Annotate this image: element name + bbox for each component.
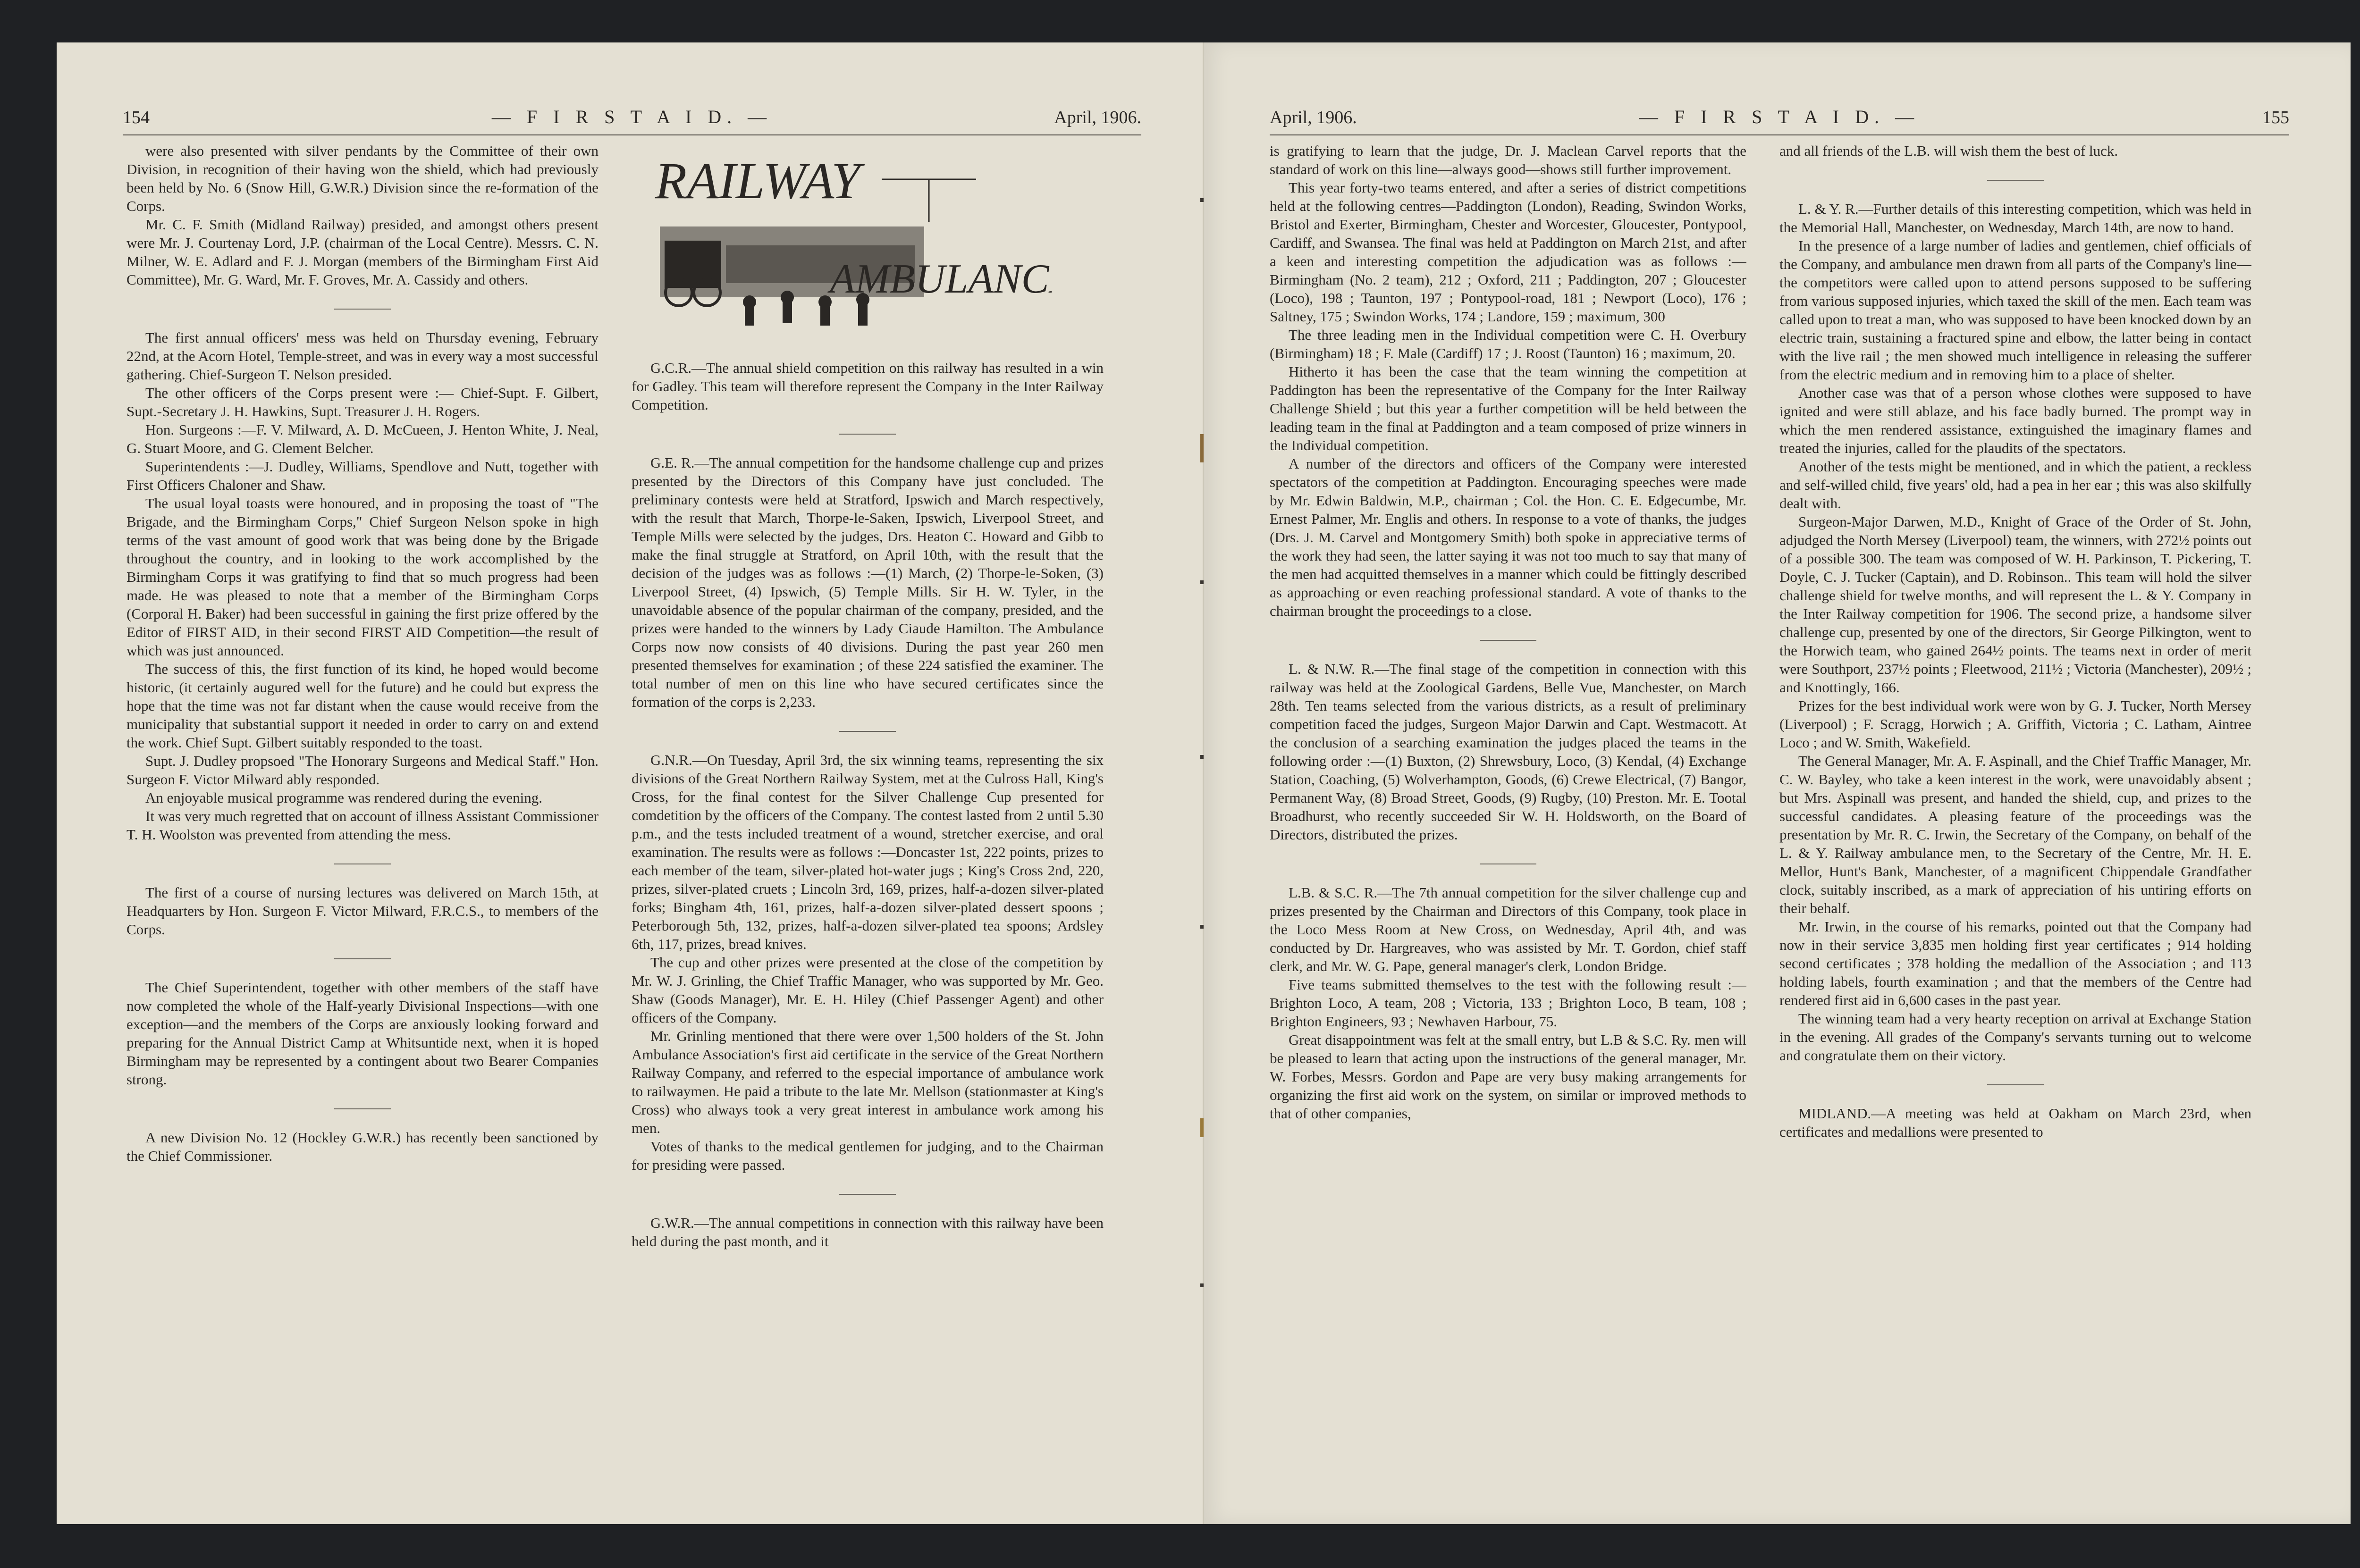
section-divider bbox=[1987, 1084, 2044, 1085]
left-column-2 bbox=[632, 142, 1104, 1501]
article-paragraph: Prizes for the best individual work were won by G. J. Tucker, North Mersey (Liverpool) ; F. Scragg, Horwich ; A. Griffith, Victoria ; C. Latham, Aintree Loco ; and W. Smith, Wakefield. bbox=[1779, 697, 2251, 751]
article-paragraph: Supt. J. Dudley propsoed "The Honorary Surgeons and Medical Staff." Hon. Surgeon F. Victor Milward ably responded. bbox=[126, 753, 598, 788]
article-paragraph: It was very much regretted that on account of illness Assistant Commissioner T. H. Woolston was prevented from attending the mess. bbox=[126, 808, 598, 843]
right-page-header bbox=[1270, 92, 2289, 135]
section-divider bbox=[839, 434, 896, 435]
page-number: 155 bbox=[2262, 108, 2289, 127]
masthead-word-railway: RAILWAY bbox=[655, 152, 860, 210]
article-paragraph: Votes of thanks to the medical gentlemen for judging, and to the Chairman for presiding were passed. bbox=[632, 1138, 1104, 1173]
article-paragraph: An enjoyable musical programme was rendered during the evening. bbox=[145, 789, 543, 806]
article-paragraph: The first of a course of nursing lectures was delivered on March 15th, at Headquarters by Hon. Surgeon F. Victor Milward, F.R.C.S., to members of the Corps. bbox=[126, 884, 598, 938]
article-paragraph: is gratifying to learn that the judge, Dr. J. Maclean Carvel reports that the standard of work on this line—always good—shows still further improvement. bbox=[1270, 143, 1746, 177]
article-paragraph: Hitherto it has been the case that the team winning the competition at Paddington has been the representative of the Company for the Inter Railway Challenge Shield ; but this year a further competition will be held between the leading team in the final at Paddington and a team composed of prize winners in the Individual competition. bbox=[1270, 363, 1746, 453]
article-paragraph: Hon. Surgeons :—F. V. Milward, A. D. McCueen, J. Henton White, J. Neal, G. Stuart Moore, and G. Clement Belcher. bbox=[126, 421, 598, 456]
masthead-illustration bbox=[646, 151, 1052, 340]
section-divider bbox=[839, 1194, 896, 1195]
article-paragraph: The success of this, the first function of its kind, he hoped would become historic, (it certainly augured well for the future) and he could but express the hope that the time was not far distant when the cause would receive from the municipality that substantial support it needed in order to carry on and extend the work. Chief Supt. Gilbert suitably responded to the toast. bbox=[126, 661, 598, 751]
magazine-spread bbox=[57, 42, 2351, 1524]
left-page-header bbox=[123, 92, 1141, 135]
article-paragraph: The first annual officers' mess was held on Thursday evening, February 22nd, at the Acorn Hotel, Temple-street, and was in every way a most successful gathering. Chief-Surgeon T. Nelson presided. bbox=[126, 329, 598, 383]
left-column-1 bbox=[126, 142, 598, 1501]
article-paragraph: L. & Y. R.—Further details of this interesting competition, which was held in the Memorial Hall, Manchester, on Wednesday, March 14th, are now to hand. bbox=[1779, 201, 2251, 235]
article-paragraph: The General Manager, Mr. A. F. Aspinall, and the Chief Traffic Manager, Mr. C. W. Bayley, who take a keen interest in the work, were unavoidably absent ; but Mrs. Aspinall was present, and handed the shield, cup, and prizes to the successful candidates. A pleasing feature of the proceedings was the presentation by Mr. R. C. Irwin, the Secretary of the Company, on behalf of the L. & Y. Railway ambulance men, to the Secretary of the Centre, Mr. H. E. Mellor, Hunt's Bank, Manchester, of a magnificent Chippendale Grandfather clock, suitably inscribed, as a mark of appreciation of his untiring efforts on their behalf. bbox=[1779, 753, 2251, 916]
article-paragraph: and all friends of the L.B. will wish them the best of luck. bbox=[1779, 143, 2118, 159]
issue-date: April, 1906. bbox=[1054, 108, 1141, 127]
article-paragraph: Another case was that of a person whose clothes were supposed to have ignited and were still ablaze, and his face badly burned. The prompt way in which the men rendered assistance, extinguished the imaginary flames and treated the injuries, called for the plaudits of the spectators. bbox=[1779, 385, 2251, 456]
section-divider bbox=[839, 731, 896, 732]
masthead-word-ambulance: AMBULANCE bbox=[830, 256, 1052, 302]
section-divider bbox=[334, 958, 391, 959]
article-paragraph: A number of the directors and officers of the Company were interested spectators of the competition at Paddington. Encouraging speeches were made by Mr. Edwin Baldwin, M.P., chairman ; Col. the Hon. C. E. Edgecumbe, Mr. Ernest Palmer, Mr. Englis and others. In response to a vote of thanks, the judges (Drs. J. M. Carvel and Montgomery Smith) both spoke in appreciative terms of the work they had seen, the latter saying it was not too much to say that many of the men had acquitted themselves in a manner which could be fittingly described as approaching or even reaching professional standard. A vote of thanks to the chairman brought the proceedings to a close. bbox=[1270, 455, 1746, 619]
article-paragraph: L. & N.W. R.—The final stage of the competition in connection with this railway was held at the Zoological Gardens, Belle Vue, Manchester, on March 28th. Ten teams selected from the various districts, as a result of preliminary competition faced the judges, Surgeon Major Darwin and Capt. Westmacott. At the conclusion of a searching examination the judges placed the teams in the following order :—(1) Buxton, (2) Shrewsbury, Loco, (3) Kendal, (4) Exchange Station, Coaching, (5) Wolverhampton, Goods, (6) Crewe Electrical, (7) Bangor, Permanent Way, (8) Broad Street, Goods, (9) Rugby, (10) Preston. Mr. E. Tootal Broadhurst, who recently succeeded Sir W. H. Holdsworth, on the Board of Directors, distributed the prizes. bbox=[1270, 661, 1746, 843]
article-paragraph: Superintendents :—J. Dudley, Williams, Spendlove and Nutt, together with First Officers Chaloner and Shaw. bbox=[126, 458, 598, 493]
article-paragraph: Another of the tests might be mentioned, and in which the patient, a reckless and self-willed child, five years' old, had a pea in her ear ; this was also skilfully dealt with. bbox=[1779, 458, 2251, 511]
left-column-2-text bbox=[632, 359, 1104, 1250]
article-paragraph: were also presented with silver pendants by the Committee of their own Division, in recognition of their having won the shield, which had previously been held by No. 6 (Snow Hill, G.W.R.) Division since the re-formation of the Corps. bbox=[126, 143, 598, 214]
article-paragraph: The three leading men in the Individual competition were C. H. Overbury (Birmingham) 18 ; F. Male (Cardiff) 17 ; J. Roost (Taunton) 16 ; maximum, 20. bbox=[1270, 327, 1746, 361]
article-paragraph: This year forty-two teams entered, and after a series of district competitions held at the following centres—Paddington (London), Reading, Swindon Works, Bristol and Exerter, Birmingham, Chester and Worcester, Gloucester, Pontypool, Cardiff, and Swansea. The final was held at Paddington on March 21st, and after a keen and interesting competition the adjudication was as follows :—Birmingham (No. 2 team), 212 ; Oxford, 211 ; Paddington, 207 ; Gloucester (Loco), 198 ; Taunton, 197 ; Pontypool-road, 181 ; Newport (Loco), 176 ; Saltney, 175 ; Swindon Works, 174 ; Landore, 159 ; maximum, 300 bbox=[1270, 179, 1746, 325]
section-divider bbox=[1480, 640, 1536, 641]
article-paragraph: Great disappointment was felt at the small entry, but L.B & S.C. Ry. men will be pleased to learn that acting upon the instructions of the general manager, Mr. W. Forbes, Messrs. Gordon and Pape are very busy making arrangements for organizing the first aid work on the system, on similar or improved methods to that of other companies, bbox=[1270, 1031, 1746, 1122]
section-divider bbox=[334, 309, 391, 310]
section-divider bbox=[334, 1108, 391, 1109]
article-paragraph: Mr. Grinling mentioned that there were over 1,500 holders of the St. John Ambulance Association's first aid certificate in the service of the Great Northern Railway Company, and referred to the especial importance of ambulance work to railwaymen. He paid a tribute to the late Mr. Mellson (stationmaster at King's Cross) who always took a very great interest in ambulance work among his men. bbox=[632, 1028, 1104, 1136]
running-title: — F I R S T A I D. — bbox=[1639, 106, 1920, 127]
railway-ambulance-masthead bbox=[646, 151, 1052, 340]
article-paragraph: The usual loyal toasts were honoured, and in proposing the toast of "The Brigade, and the Birmingham Corps," Chief Surgeon Nelson spoke in high terms of the vast amount of good work that was being done by the Brigade throughout the country, and in looking to the work accomplished by the Birmingham Corps it was gratifying to find that so much progress had been made. He was pleased to note that a member of the Birmingham Corps (Corporal H. Baker) had been successful in gaining the first prize offered by the Editor of FIRST AID, in their second FIRST AID Competition—the result of which was just announced. bbox=[126, 495, 598, 659]
page-number: 154 bbox=[123, 108, 150, 127]
article-paragraph: The Chief Superintendent, together with other members of the staff have now completed the whole of the Half-yearly Divisional Inspections—with one exception—and the members of the Corps are anxiously looking forward and preparing for the Annual District Camp at Whitsuntide next, when it is hoped Birmingham may be represented by a contingent about two Bearer Companies strong. bbox=[126, 979, 598, 1088]
right-column-1 bbox=[1270, 142, 1746, 1501]
article-paragraph: Five teams submitted themselves to the test with the following result :—Brighton Loco, A team, 208 ; Victoria, 133 ; Brighton Loco, B team, 108 ; Brighton Engineers, 93 ; Newhaven Harbour, 75. bbox=[1270, 976, 1746, 1030]
running-title: — F I R S T A I D. — bbox=[491, 106, 773, 127]
issue-date: April, 1906. bbox=[1270, 108, 1357, 127]
article-paragraph: L.B. & S.C. R.—The 7th annual competition for the silver challenge cup and prizes presented by the Chairman and Directors of this Company, took place in the Loco Mess Room at New Cross, on Wednesday, April 4th, and was conducted by Dr. Hargreaves, who was assisted by Mr. T. Gordon, chief staff clerk, and Mr. W. G. Pape, general manager's clerk, London Bridge. bbox=[1270, 884, 1746, 974]
right-page bbox=[1204, 42, 2351, 1524]
article-paragraph: Mr. C. F. Smith (Midland Railway) presided, and amongst others present were Mr. J. Courtenay Lord, J.P. (chairman of the Local Centre). Messrs. C. N. Milner, W. E. Adlard and F. J. Morgan (members of the Birmingham First Aid Committee), Mr. G. Ward, Mr. F. Groves, Mr. A. Cassidy and others. bbox=[126, 216, 598, 288]
left-page bbox=[57, 42, 1204, 1524]
article-paragraph: G.W.R.—The annual competitions in connection with this railway have been held during the past month, and it bbox=[632, 1215, 1104, 1249]
article-paragraph: Surgeon-Major Darwen, M.D., Knight of Grace of the Order of St. John, adjudged the North Mersey (Liverpool) team, the winners, with 272½ points out of a possible 300. The team was composed of W. H. Parkinson, T. Pickering, T. Doyle, C. J. Tucker (Captain), and D. Robinson.. This team will hold the silver challenge shield for twelve months, and will represent the L. & Y. Company in the Inter Railway competition for 1906. The second prize, a handsome silver challenge cup, presented by one of the directors, Sir George Pilkington, went to the Horwich team, who gained 264½ points. The teams next in order of merit were Southport, 237½ points ; Fleetwood, 211½ ; Victoria (Manchester), 209½ ; and Knottingly, 166. bbox=[1779, 513, 2251, 696]
section-divider bbox=[1987, 180, 2044, 181]
article-paragraph: In the presence of a large number of ladies and gentlemen, chief officials of the Company, and ambulance men drawn from all parts of the Company's line—the competitors were called upon to attend persons supposed to be suffering from various supposed injuries, which taxed the skill of the men. Each team was called upon to treat a man, who was supposed to have been knocked down by an electric train, sustaining a fractured spine and elbow, the latter being in contact with the live rail ; the men showed much intelligence in releasing the sufferer from the electric medium and in removing him to a place of shelter. bbox=[1779, 237, 2251, 383]
article-paragraph: G.N.R.—On Tuesday, April 3rd, the six winning teams, representing the six divisions of the Great Northern Railway System, met at the Culross Hall, King's Cross, for the final contest for the Silver Challenge Cup presented for comdetition by the officers of the Company. The contest lasted from 2 until 5.30 p.m., and the tests included treatment of a wound, stretcher exercise, and oral examination. The results were as follows :—Doncaster 1st, 222 points, prizes to each member of the team, silver-plated hot-water jugs ; King's Cross 2nd, 220, prizes, silver-plated cruets ; Lincoln 3rd, 169, prizes, half-a-dozen silver-plated forks; Bingham 4th, 161, prizes, half-a-dozen silver-plated dessert spoons ; Peterborough 5th, 132, prizes, half-a-dozen silver-plated tea spoons; Ardsley 6th, 117, prizes, bread knives. bbox=[632, 752, 1104, 952]
right-column-2 bbox=[1779, 142, 2251, 1501]
article-paragraph: MIDLAND.—A meeting was held at Oakham on March 23rd, when certificates and medallions were presented to bbox=[1779, 1105, 2251, 1140]
article-paragraph: G.E. R.—The annual competition for the handsome challenge cup and prizes presented by the Directors of this Company have just concluded. The preliminary contests were held at Stratford, Ipswich and March respectively, with the result that March, Thorpe-le-Saken, Ipswich, Liverpool Street, and Temple Mills were selected by the judges, Drs. Heaton C. Howard and Gibb to make the final struggle at Stratford, on April 10th, with the result that the decision of the judges was as follows :—(1) March, (2) Thorpe-le-Soken, (3) Liverpool Street, (4) Ipswich, (5) Temple Mills. Sir H. W. Tyler, in the unavoidable absence of the popular chairman of the company, presided, and the prizes were handed to the winners by Lady Ciaude Hamilton. The Ambulance Corps now now consists of 40 divisions. During the past year 260 men presented themselves for examination ; of these 224 satisfied the examiner. The total number of men on this line who have secured certificates since the formation of the corps is 2,233. bbox=[632, 454, 1104, 710]
article-paragraph: Mr. Irwin, in the course of his remarks, pointed out that the Company had now in their service 3,835 men holding first year certificates ; 914 holding second certificates ; 378 holding the medallion of the Association ; and 113 holding labels, fourth examination ; and that the members of the Centre had rendered first aid in 6,600 cases in the past year. bbox=[1779, 918, 2251, 1008]
article-paragraph: A new Division No. 12 (Hockley G.W.R.) has recently been sanctioned by the Chief Commissioner. bbox=[126, 1129, 598, 1164]
article-paragraph: G.C.R.—The annual shield competition on this railway has resulted in a win for Gadley. This team will therefore represent the Company in the Inter Railway Competition. bbox=[632, 360, 1104, 413]
article-paragraph: The winning team had a very hearty reception on arrival at Exchange Station in the evening. All grades of the Company's servants turning out to welcome and congratulate them on their victory. bbox=[1779, 1010, 2251, 1064]
article-paragraph: The cup and other prizes were presented at the close of the competition by Mr. W. J. Grinling, the Chief Traffic Manager, who was supported by Mr. Geo. Shaw (Goods Manager), Mr. E. H. Hiley (Chief Passenger Agent) and other officers of the Company. bbox=[632, 954, 1104, 1026]
article-paragraph: The other officers of the Corps present were :— Chief-Supt. F. Gilbert, Supt.-Secretary J. H. Hawkins, Supt. Treasurer J. H. Rogers. bbox=[126, 385, 598, 419]
